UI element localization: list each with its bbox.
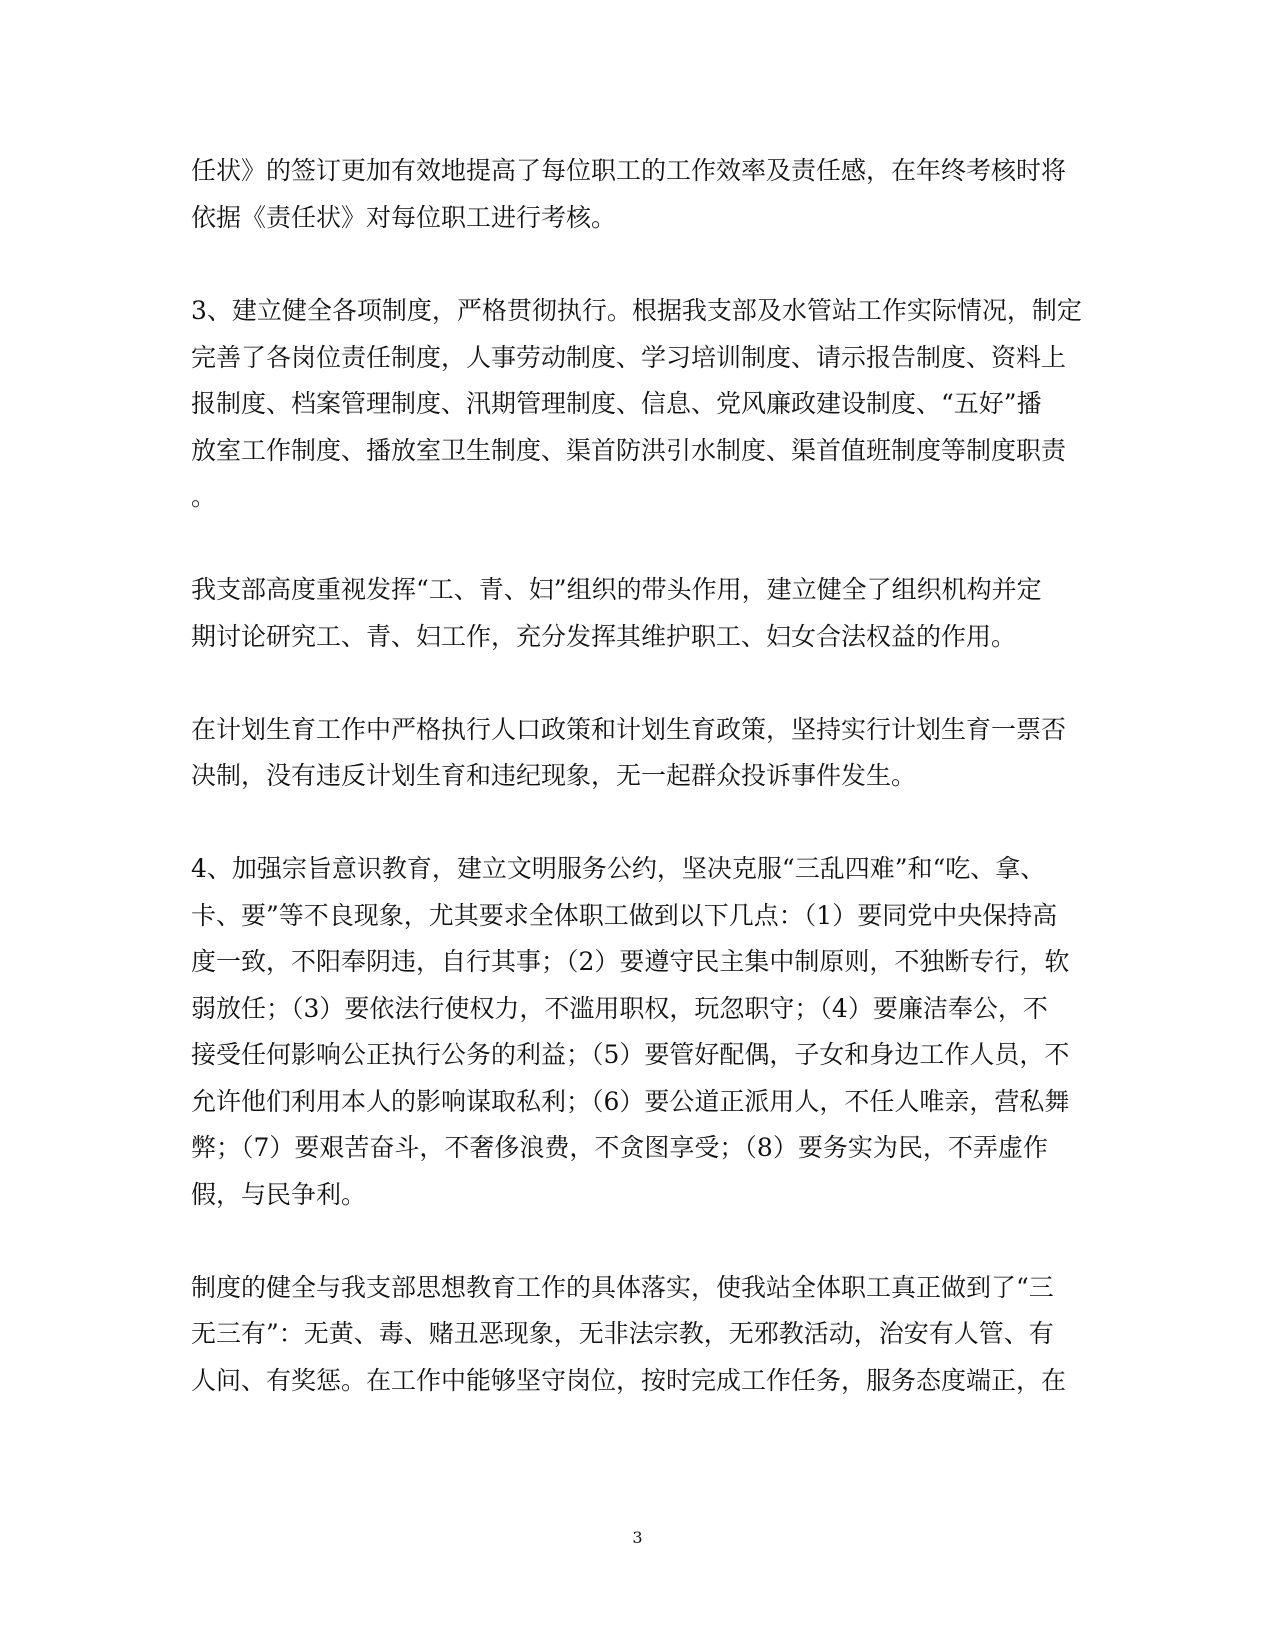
text-line: 无三有”：无黄、毒、赌丑恶现象，无非法宗教，无邪教活动，治安有人管、有 [191,1319,1054,1348]
text-line: 弊；（7）要艰苦奋斗，不奢侈浪费，不贪图享受；（8）要务实为民，不弄虚作 [191,1133,1048,1162]
text-line: 度一致，不阳奉阴违，自行其事；（2）要遵守民主集中制原则，不独断专行，软 [191,947,1070,976]
text-line: 人问、有奖惩。在工作中能够坚守岗位，按时完成工作任务，服务态度端正，在 [191,1366,1067,1395]
text-line: 弱放任；（3）要依法行使权力，不滥用职权，玩忽职守；（4）要廉洁奉公，不 [191,994,1048,1023]
text-line: 决制，没有违反计划生育和违纪现象，无一起群众投诉事件发生。 [191,761,917,790]
text-line: 卡、要”等不良现象，尤其要求全体职工做到以下几点：（1）要同党中央保持高 [191,901,1058,930]
text-line: 制度的健全与我支部思想教育工作的具体落实，使我站全体职工真正做到了“三 [191,1273,1054,1302]
text-line: 在计划生育工作中严格执行人口政策和计划生育政策，坚持实行计划生育一票否 [191,715,1067,744]
text-line: 允许他们利用本人的影响谋取私利；（6）要公道正派用人，不任人唯亲，营私舞 [191,1087,1070,1116]
text-line: 依据《责任状》对每位职工进行考核。 [191,203,617,232]
text-line: 假，与民争利。 [191,1180,367,1209]
text-line: 完善了各岗位责任制度，人事劳动制度、学习培训制度、请示报告制度、资料上 [191,343,1067,372]
text-line: 我支部高度重视发挥“工、青、妇”组织的带头作用，建立健全了组织机构并定 [191,575,1042,604]
text-line: 。 [191,482,217,511]
text-line: 报制度、档案管理制度、汛期管理制度、信息、党风廉政建设制度、“五好”播 [191,389,1042,418]
text-line: 4、加强宗旨意识教育，建立文明服务公约，坚决克服“三乱四难”和“吃、拿、 [191,854,1046,883]
text-line: 任状》的签订更加有效地提高了每位职工的工作效率及责任感，在年终考核时将 [191,156,1067,185]
text-line: 放室工作制度、播放室卫生制度、渠首防洪引水制度、渠首值班制度等制度职责 [191,436,1067,465]
text-line: 接受任何影响公正执行公务的利益；（5）要管好配偶，子女和身边工作人员，不 [191,1040,1070,1069]
page-number: 3 [632,1528,643,1547]
text-line: 3、建立健全各项制度，严格贯彻执行。根据我支部及水管站工作实际情况，制定 [191,296,1082,325]
text-line: 期讨论研究工、青、妇工作，充分发挥其维护职工、妇女合法权益的作用。 [191,622,1017,651]
